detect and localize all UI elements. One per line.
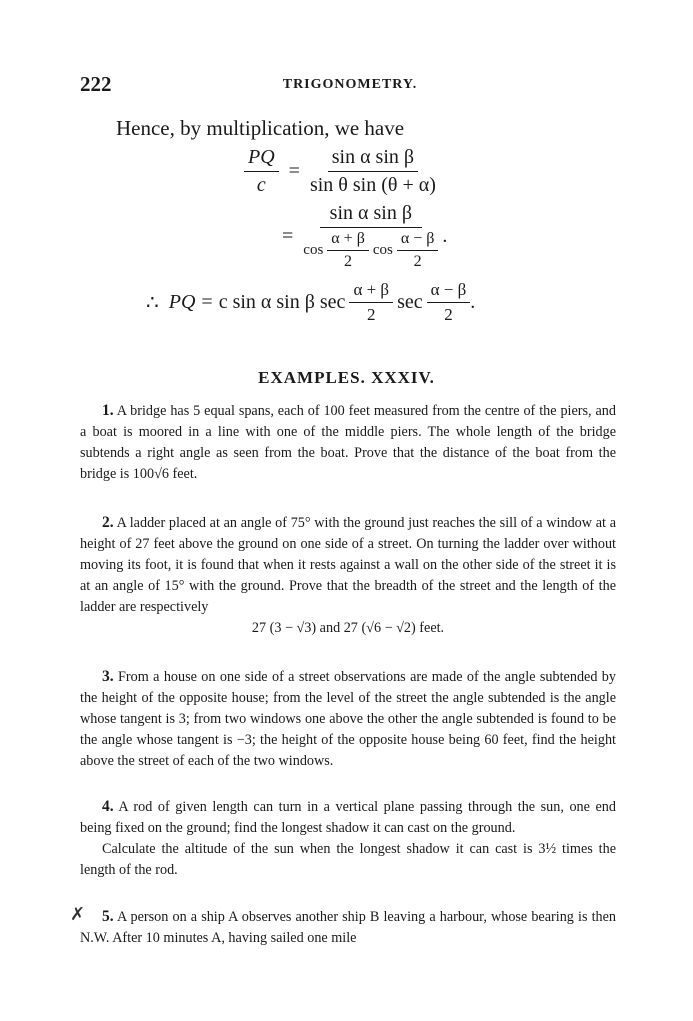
eq2-inner-fraction-2 (397, 230, 439, 271)
eq3-sec-2: sec (397, 291, 423, 313)
example-text: From a house on one side of a street observations are made of the angle subtended by the height of the opposite house; from the level of the street the angle subtended is the angle whose tangent is 3; from two windows one above the other the angle subtended is found to be the angle whose tangent is −3; the height of the opposite house being 60 feet, find the height above the street of each of the two windows. (80, 669, 616, 769)
eq3-lhs: PQ (168, 291, 196, 313)
page-header (80, 72, 620, 98)
example-text: A person on a ship A observes another ship B leaving a harbour, whose bearing is then N.W. After 10 minutes A, having sailed one mile (80, 909, 616, 946)
equation-1 (244, 146, 440, 197)
eq2-equals: = (282, 225, 294, 247)
eq3-equals: = (201, 291, 213, 313)
example-number: 2. (102, 514, 114, 531)
example-4 (80, 796, 616, 881)
eq3-prefix: c sin α sin β sec (218, 291, 346, 313)
eq3-f1-numerator: α + β (349, 280, 393, 303)
example-number: 3. (102, 668, 114, 685)
running-title: TRIGONOMETRY. (282, 77, 418, 92)
intro-text: Hence, by multiplication, we have (116, 116, 405, 140)
eq1-lhs-fraction (244, 146, 279, 197)
eq3-f1-denominator: 2 (367, 305, 376, 324)
eq3-f2-denominator: 2 (444, 305, 453, 324)
example-5 (80, 906, 616, 949)
page-number: 222 (80, 72, 112, 96)
eq2-f1-numerator: α + β (327, 230, 369, 251)
pencil-mark-icon: ✗ (70, 904, 86, 924)
example-formula: 27 (3 − √3) and 27 (√6 − √2) feet. (251, 620, 445, 636)
eq3-fraction-2 (427, 280, 471, 325)
example-1 (80, 400, 616, 485)
eq2-period: . (442, 225, 448, 247)
example-3 (80, 666, 616, 772)
eq3-f2-numerator: α − β (427, 280, 471, 303)
eq1-equals: = (288, 160, 300, 182)
eq2-fraction (299, 202, 442, 271)
eq2-f1-denominator: 2 (344, 253, 353, 270)
equation-2 (276, 202, 447, 271)
eq3-period: . (470, 291, 476, 313)
therefore-symbol: ∴ (146, 292, 159, 314)
eq1-lhs-numerator: PQ (244, 146, 279, 172)
eq1-rhs-fraction (306, 146, 440, 197)
example-number: 4. (102, 798, 114, 815)
example-text: A bridge has 5 equal spans, each of 100 feet measured from the centre of the piers, and a boat is moored in a line with one of the middle piers. The whole length of the bridge subtends a right angle as seen from the boat. Prove that the distance of the boat from the bridge is 100√6 feet. (80, 403, 616, 482)
eq1-rhs-denominator: sin θ sin (θ + α) (309, 174, 436, 196)
eq2-cos-2: cos (372, 242, 393, 258)
eq2-numerator: sin α sin β (320, 202, 422, 228)
eq2-f2-numerator: α − β (397, 230, 439, 251)
example-number: 5. (102, 908, 114, 925)
eq1-lhs-denominator: c (256, 174, 266, 196)
example-continuation: Calculate the altitude of the sun when the longest shadow it can cast is 3½ times the length of the rod. (80, 841, 616, 878)
example-text: A rod of given length can turn in a vertical plane passing through the sun, one end being fixed on the ground; find the longest shadow it can cast on the ground. (80, 799, 616, 836)
eq2-inner-fraction-1 (327, 230, 369, 271)
eq3-fraction-1 (349, 280, 393, 325)
example-number: 1. (102, 402, 114, 419)
eq2-cos-1: cos (303, 242, 324, 258)
eq2-f2-denominator: 2 (413, 253, 422, 270)
eq1-rhs-numerator: sin α sin β (328, 146, 418, 172)
equation-3 (146, 280, 475, 325)
eq2-denominator (299, 228, 442, 271)
example-text: A ladder placed at an angle of 75° with the ground just reaches the sill of a window at a height of 27 feet above the ground on one side of a street. On turning the ladder over without moving its foot, it is found that when it rests against a wall on the other side of the street it is at an angle of 15° with the ground. Prove that the breadth of the street and the length of the ladder are respectively (80, 515, 616, 615)
example-2 (80, 512, 616, 639)
section-title: EXAMPLES. XXXIV. (258, 368, 435, 387)
